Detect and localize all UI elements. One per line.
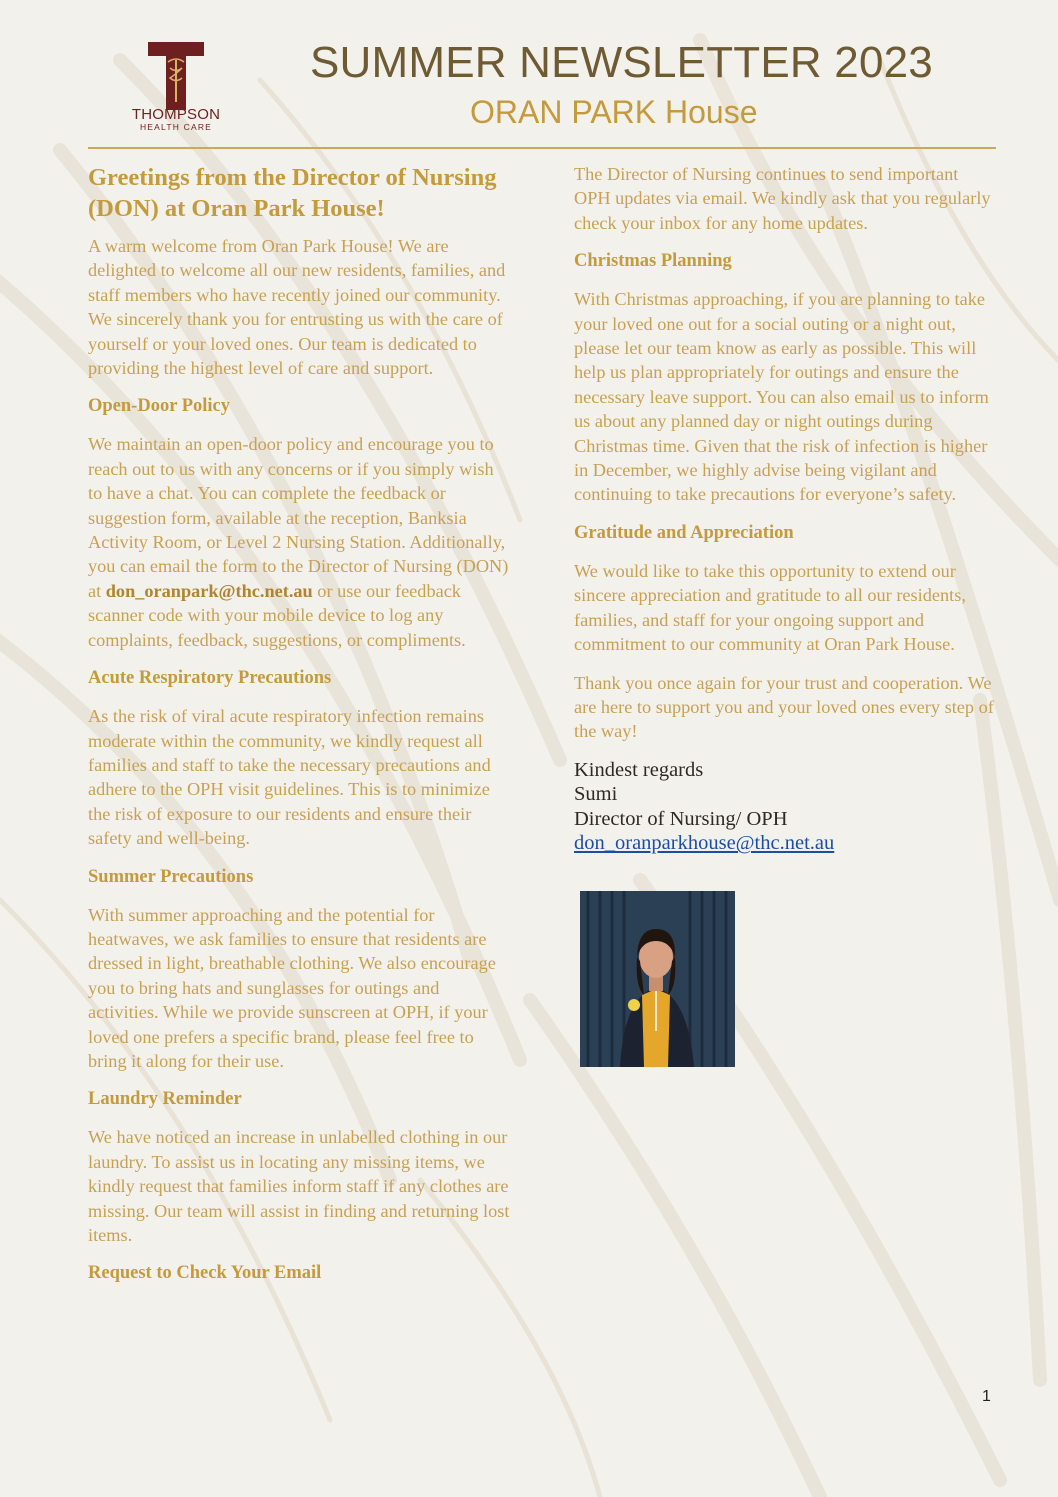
gratitude-heading: Gratitude and Appreciation — [574, 522, 794, 543]
newsletter-subtitle: ORAN PARK House — [470, 94, 758, 130]
right-column — [574, 162, 998, 856]
signature-block — [574, 758, 998, 856]
logo-subtitle: HEALTH CARE — [139, 122, 213, 132]
logo-name: THOMPSON — [131, 106, 221, 123]
signature-email-link[interactable]: don_oranparkhouse@thc.net.au — [574, 832, 835, 855]
open-door-paragraph — [88, 432, 510, 652]
christmas-heading: Christmas Planning — [574, 251, 732, 272]
open-door-text-2: or use our feedback scanner code with your mobile device to log any complaints, feedback, suggestions, or compliments. — [88, 580, 466, 650]
laundry-heading: Laundry Reminder — [88, 1089, 242, 1110]
gratitude-paragraph-1: We would like to take this opportunity to extend our sincere appreciation and gratitude to all our residents, families, and staff for your ongoing support and commitment to our community at Oran Park House. — [574, 560, 966, 655]
email-request-heading: Request to Check Your Email — [88, 1263, 322, 1284]
newsletter-title: SUMMER NEWSLETTER 2023 — [310, 38, 933, 87]
acute-heading: Acute Respiratory Precautions — [88, 668, 332, 689]
director-photo — [580, 891, 735, 1067]
left-column — [88, 162, 510, 1299]
greeting-heading: Greetings from the Director of Nursing (DON) at Oran Park House! — [88, 164, 497, 222]
email-request-paragraph: The Director of Nursing continues to send important OPH updates via email. We kindly ask that you regularly check your inbox for any home updates. — [574, 164, 991, 233]
header-divider — [88, 147, 996, 149]
signature-name: Sumi — [574, 783, 618, 806]
acute-paragraph: As the risk of viral acute respiratory infection remains moderate within the community, we kindly request all families and staff to take the necessary precautions and adhere to the OPH visit guidelines. This is to minimize the risk of exposure to our residents and ensure their safety and well-being. — [88, 706, 491, 849]
christmas-paragraph: With Christmas approaching, if you are planning to take your loved one out for a social outing or a night out, please let our team know as early as possible. This will help us plan appropriately for outings and ensure the necessary leave support. You can also email us to inform us about any planned day or night outings during Christmas time. Given that the risk of infection is higher in December, we highly advise being vigilant and continuing to take precautions for everyone’s safety. — [574, 289, 989, 505]
don-email: don_oranpark@thc.net.au — [105, 580, 313, 601]
signature-closing: Kindest regards — [574, 758, 704, 781]
gratitude-paragraph-2: Thank you once again for your trust and cooperation. We are here to support you and your loved ones every step of the way! — [574, 672, 994, 742]
open-door-text-1: We maintain an open-door policy and encourage you to reach out to us with any concerns or if you simply wish to have a chat. You can complete the feedback or suggestion form, available at the reception, Banksia Activity Room, or Level 2 Nursing Station. Additionally, you can email the form to the Director of Nursing (DON) at — [88, 434, 509, 601]
open-door-heading: Open-Door Policy — [88, 396, 230, 417]
summer-paragraph: With summer approaching and the potential for heatwaves, we ask families to ensure that residents are dressed in light, breathable clothing. We also encourage you to bring hats and sunglasses for outings and activities. While we provide sunscreen at OPH, if your loved one prefers a specific brand, please feel free to bring it along for their use. — [88, 904, 496, 1071]
intro-paragraph: A warm welcome from Oran Park House! We are delighted to welcome all our new residents, families, and staff members who have recently joined our community. We sincerely thank you for entrusting us with the care of yourself or your loved ones. Our team is dedicated to providing the highest level of care and support. — [88, 236, 506, 379]
summer-heading: Summer Precautions — [88, 866, 254, 887]
signature-role: Director of Nursing/ OPH — [574, 807, 788, 830]
page-number: 1 — [982, 1388, 991, 1405]
laundry-paragraph: We have noticed an increase in unlabelled clothing in our laundry. To assist us in locating any missing items, we kindly request that families inform staff if any clothes are missing. Our team will assist in finding and returning lost items. — [88, 1127, 510, 1245]
